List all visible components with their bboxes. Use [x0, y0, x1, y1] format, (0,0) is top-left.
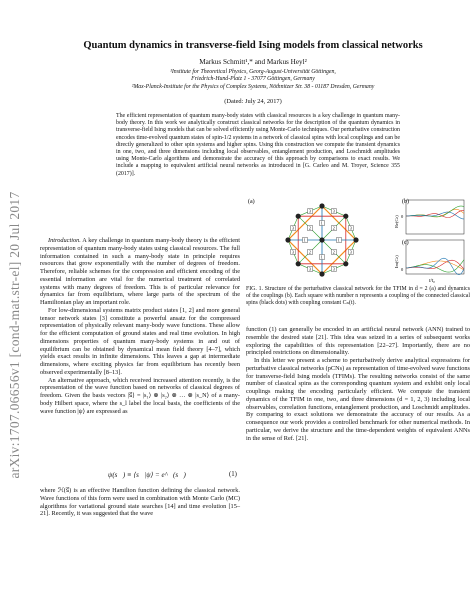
curve-orange — [406, 261, 464, 270]
affiliation-line-2: Friedrich-Hund-Platz 1 - 37077 Göttingen, Germany — [191, 76, 315, 82]
classical-spin-node — [353, 237, 358, 242]
classical-spin-node — [285, 237, 290, 242]
arxiv-identifier-stamp: arXiv:1707.06656v1 [cond-mat.str-el] 20 Jul 2017 — [7, 191, 22, 479]
panel-c-label: (c) — [402, 240, 409, 246]
coupling-number: 2 — [332, 225, 335, 231]
curve-blue — [406, 212, 464, 219]
equation-number: (1) — [229, 471, 237, 478]
classical-spin-node — [319, 237, 324, 242]
coupling-number: 3 — [308, 208, 311, 214]
plot-top-ylabel: Re(Cₙ) — [394, 215, 399, 228]
panel-a-label: (a) — [248, 199, 255, 205]
coupling-number: 1 — [320, 220, 323, 226]
dated-line: (Dated: July 24, 2017) — [224, 98, 282, 105]
coupling-number: 1 — [303, 237, 306, 243]
classical-spin-node — [319, 271, 324, 276]
curve-green — [406, 260, 464, 272]
intro-paragraph — [40, 237, 240, 307]
classical-spin-node — [296, 261, 301, 266]
classical-spin-node — [343, 261, 348, 266]
abstract: The efficient representation of quantum many-body states with classical resources is a key challenge in quantum many-body theory. In this work we analytically construct classical networks for the description of the quantum dynamics in transverse-field Ising models that can be solved efficiently using Monte-Carlo techniques. Our perturbative construction encodes time-evolved quantum states of spin-1/2 systems in a network of classical spins with local couplings and can be directly generalized to other spin systems and higher spins. Using this construction we compute the transient dynamics in one, two, and three dimensions including local observables, entanglement production, and Loschmidt amplitudes using Monte-Carlo algorithms and demonstrate the accuracy of this approach by comparisons to exact results. We include a mapping to equivalent artificial neural networks as introduced in [G. Carleo and M. Troyer, Science 355 (2017)]. — [116, 113, 400, 177]
network-diagram — [248, 198, 359, 277]
bottom-curves — [406, 258, 464, 275]
coupling-number: 3 — [332, 208, 335, 214]
coupling-number: 3 — [291, 249, 294, 255]
plot-bottom-ylabel: Im(Cₙ) — [394, 255, 399, 268]
left-column — [40, 237, 240, 415]
plot-top-zero-tick: 0 — [401, 214, 404, 219]
top-curves — [406, 206, 464, 219]
right-column — [246, 326, 470, 442]
paragraph-tensor-networks: For low-dimensional systems matrix product states [1, 2] and more general tensor network states [3] constitute a powerful ansatz for the compressed representation of physically relevant many-body wave functions. These allow for the efficient computation of ground states and real time evolution. In high dimensions properties of quantum many-body systems in and out of equilibrium can be obtained by dynamical mean field theory [4–7], which yields exact results in infinite dimensions. This leaves a gap at intermediate dimensions, where exciting physics far from equilibrium has recently been observed experimentally [8–13]. — [40, 306, 240, 376]
classical-spin-node — [343, 214, 348, 219]
affiliation-line-1: ¹Institute for Theoretical Physics, Georg-August-Universität Göttingen, — [170, 69, 336, 75]
classical-spin-node — [319, 203, 324, 208]
coupling-number: 3 — [291, 225, 294, 231]
left-column-continued — [40, 487, 240, 518]
coupling-number: 1 — [337, 237, 340, 243]
coupling-number: 3 — [332, 266, 335, 272]
coupling-number: 3 — [349, 225, 352, 231]
plot-bottom-zero-tick: 0 — [401, 267, 404, 272]
coupling-number: 1 — [320, 254, 323, 260]
figure-caption: FIG. 1. Structure of the perturbative classical network for the TFIM in d = 2 (a) and dynamics of the couplings (b). Each square with number n represents a coupling of the connected classical spins (black dots) with coupling constant Cₙ(t). — [246, 286, 470, 306]
coupling-number: 2 — [308, 225, 311, 231]
equation-1: ψ(s⃗) ≡ ⟨s⃗|ψ⟩ = e^ℋ(s⃗) — [108, 471, 186, 479]
paper-title: Quantum dynamics in transverse-field Ising models from classical networks — [83, 40, 423, 51]
intro-text: A key challenge in quantum many-body theory is the efficient representation of quantum many-body states using classical resources. The full information contained in such a many-body state in principle requires resources that grow exponentially with the number of degrees of freedom. Therefore, reliable schemes for the compression and efficient encoding of the essential information are vital for the numerical treatment of correlated systems with many degrees of freedom. This is of particular relevance for dynamics far from equilibrium, where large parts of the spectrum of the Hamiltonian play an important role. — [40, 237, 240, 306]
panel-b-label: (b) — [402, 199, 409, 205]
paragraph-classical-networks: An alternative approach, which received increased attention recently, is the representation of the wave function based on networks of classical degrees of freedom. Given the basis vectors |s⃗⟩ = |s₁⟩ ⊗ |s₂⟩ ⊗ … ⊗ |s_N⟩ of a many-body Hilbert space, where the s_l label the local basis, the coefficients of the wave function |ψ⟩ are expressed as — [40, 376, 240, 415]
intro-label: Introduction. — [48, 237, 81, 244]
author-list: Markus Schmitt¹,* and Markus Heyl² — [199, 58, 307, 66]
coupling-number: 2 — [308, 249, 311, 255]
coupling-number: 3 — [349, 249, 352, 255]
paragraph-this-letter: In this letter we present a scheme to perturbatively derive analytical expressions for perturbative classical networks (pCNs) as representation of time-evolved wave functions for transverse-field Ising models (TFIMs). The resulting networks consist of the same number of classical spins as the corresponding quantum system and exhibit only local couplings making the encoding particularly efficient. We compute the transient dynamics of the TFIM in one, two, and three dimensions (d = 1, 2, 3) including local observables, correlation functions, entanglement production, and Loschmidt amplitudes. By comparing to exact solutions we demonstrate the accuracy of our results. As a consequence our work provides a controlled benchmark for other numerical methods. In particular, we derive the structure and the time-dependent weights of equivalent ANNs in the sense of Ref. [21]. — [246, 357, 470, 442]
coupling-number: 3 — [308, 266, 311, 272]
dynamics-plots — [394, 198, 464, 284]
figure-1 — [246, 196, 470, 284]
affiliation-line-3: ²Max-Planck-Institute for the Physics of Complex Systems, Nöthnitzer Str. 38 - 01187 Dresden, Germany — [131, 84, 375, 90]
coupling-number: 2 — [332, 249, 335, 255]
plot-xlabel: t/t₀ — [429, 279, 435, 284]
paragraph-ann: function (1) can generally be encoded in an artificial neural network (ANN) trained to resemble the desired state [21]. This idea was seized in a series of subsequent works exploring the capabilities of this representation [22–27]. Importantly, there are no principled restrictions on dimensionality. — [246, 326, 470, 357]
paragraph-effective-hamiltonian: where ℋ(s⃗) is an effective Hamilton function defining the classical network. Wave functions of this form were used in combination with Monte Carlo (MC) algorithms for variational ground state searches [14] and time evolution [15–21]. Recently, it was suggested that the wave — [40, 487, 240, 518]
plot-bottom-frame — [406, 240, 464, 274]
classical-spin-node — [296, 214, 301, 219]
